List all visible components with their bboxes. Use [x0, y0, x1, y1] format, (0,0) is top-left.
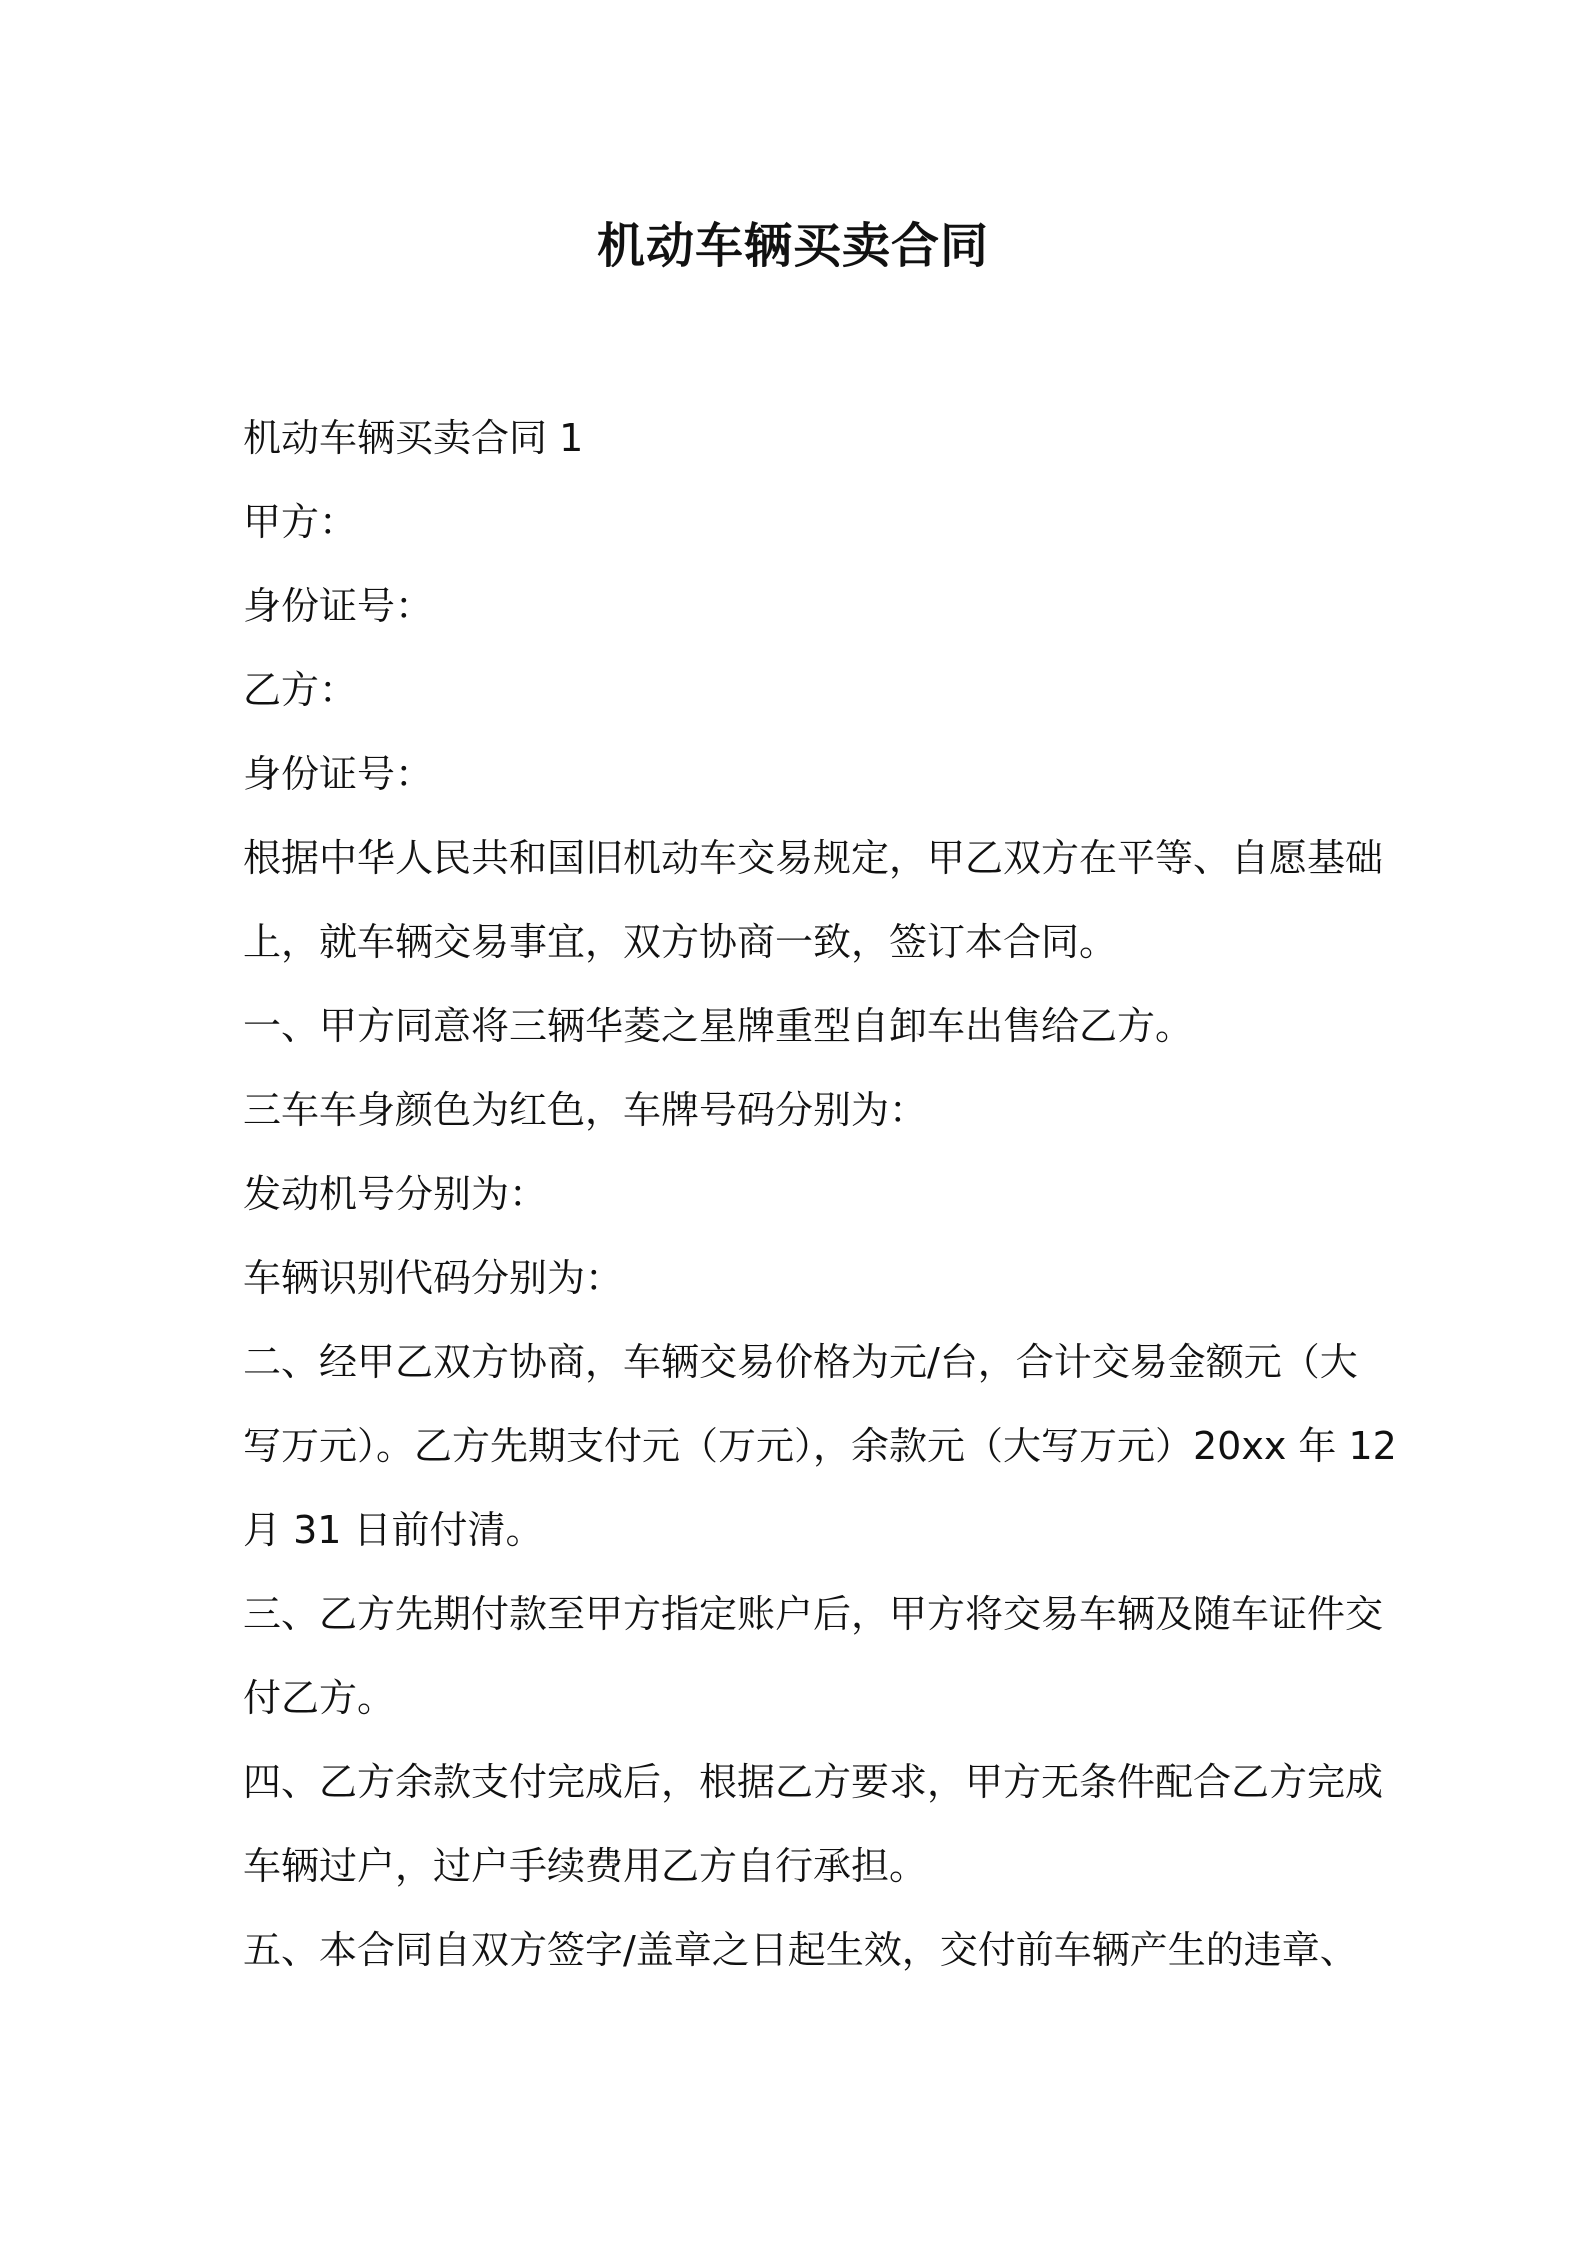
clause-2-line-2: 写万元）。乙方先期支付元（万元），余款元（大写万元）20xx 年 12: [243, 1424, 1397, 1468]
clause-2-line-3: 月 31 日前付清。: [243, 1508, 544, 1552]
vin-line: 车辆识别代码分别为：: [243, 1256, 624, 1300]
party-b-label: 乙方：: [243, 668, 358, 712]
party-b-id-label: 身份证号：: [243, 752, 434, 796]
preamble-line-2: 上，就车辆交易事宜，双方协商一致，签订本合同。: [243, 920, 1118, 964]
engine-number-line: 发动机号分别为：: [243, 1172, 548, 1216]
clause-4-line-1: 四、乙方余款支付完成后，根据乙方要求，甲方无条件配合乙方完成: [243, 1760, 1384, 1804]
document-title: 机动车辆买卖合同: [596, 218, 989, 274]
clause-1-line: 一、甲方同意将三辆华菱之星牌重型自卸车出售给乙方。: [243, 1004, 1194, 1048]
clause-3-line-1: 三、乙方先期付款至甲方指定账户后，甲方将交易车辆及随车证件交: [243, 1592, 1384, 1636]
clause-3-line-2: 付乙方。: [243, 1676, 396, 1720]
subtitle-line: 机动车辆买卖合同 1: [243, 416, 584, 460]
clause-5-line-1: 五、本合同自双方签字/盖章之日起生效，交付前车辆产生的违章、: [243, 1928, 1358, 1972]
party-a-label: 甲方：: [243, 500, 358, 544]
vehicle-color-plates-line: 三车车身颜色为红色，车牌号码分别为：: [243, 1088, 928, 1132]
clause-2-line-1: 二、经甲乙双方协商，车辆交易价格为元/台，合计交易金额元（大: [243, 1340, 1358, 1384]
party-a-id-label: 身份证号：: [243, 584, 434, 628]
preamble-line-1: 根据中华人民共和国旧机动车交易规定，甲乙双方在平等、自愿基础: [243, 836, 1384, 880]
clause-4-line-2: 车辆过户，过户手续费用乙方自行承担。: [243, 1844, 928, 1888]
